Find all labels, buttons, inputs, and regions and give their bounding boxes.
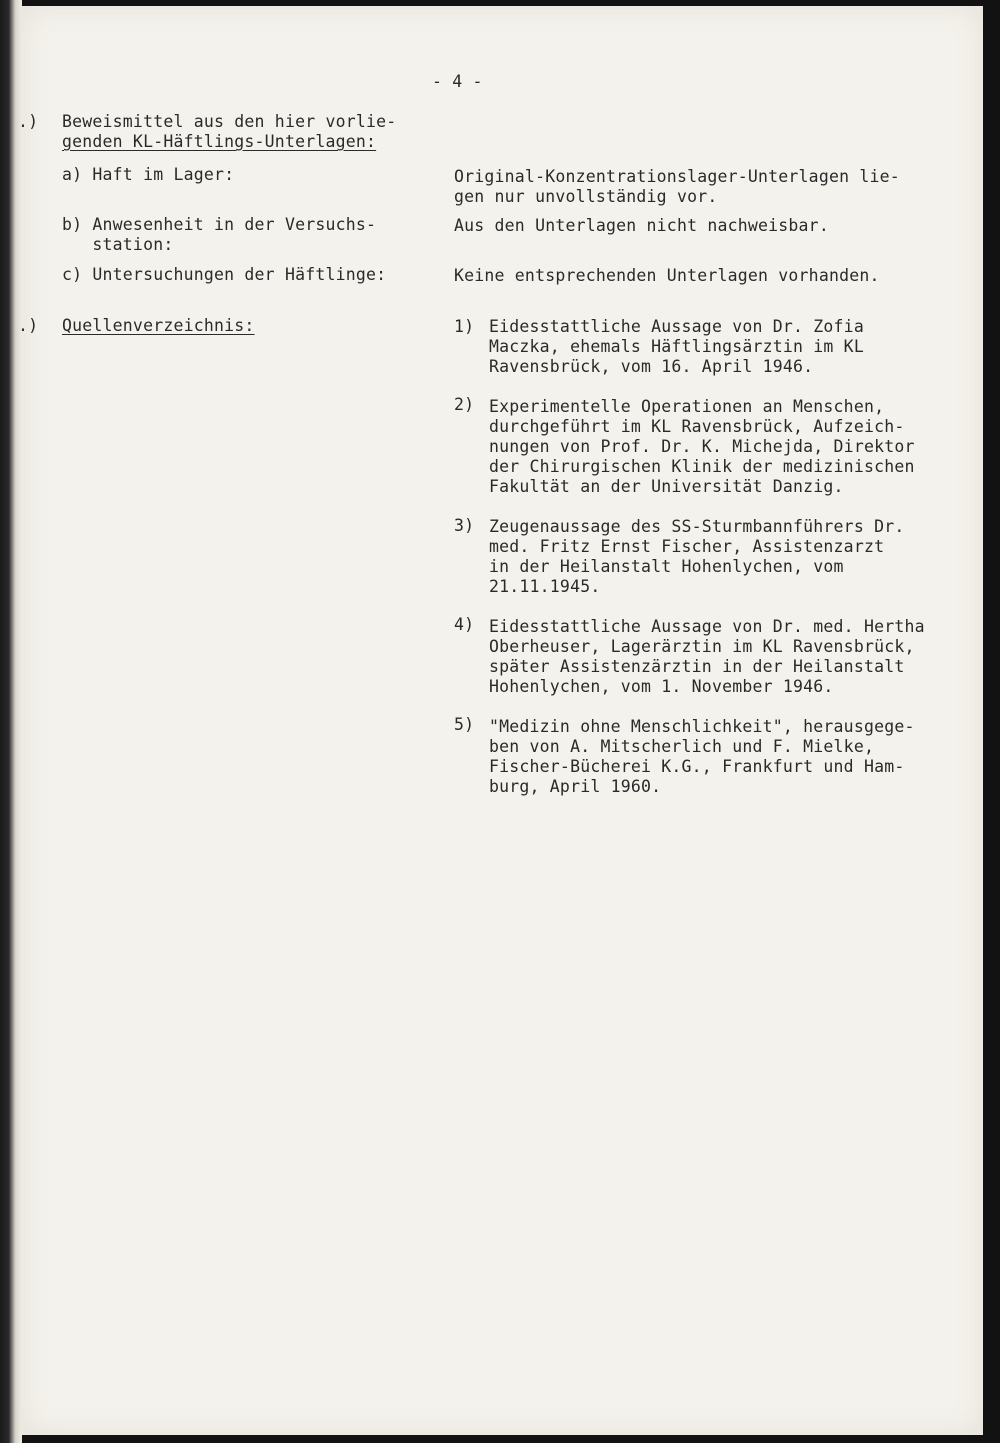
source-2-line5: Fakultät an der Universität Danzig. — [489, 477, 844, 496]
item-c-label: c) Untersuchungen der Häftlinge: — [62, 265, 387, 284]
item-b-value: Aus den Unterlagen nicht nachweisbar. — [454, 216, 829, 235]
item-b-label-line1: b) Anwesenheit in der Versuchs- — [62, 215, 377, 234]
source-2-line4: der Chirurgischen Klinik der medizinischen — [489, 457, 915, 476]
section-title-beweis-line1: Beweismittel aus den hier vorlie- — [62, 112, 397, 131]
page-number: - 4 - — [432, 72, 483, 91]
source-2-line2: durchgeführt im KL Ravensbrück, Aufzeich- — [489, 417, 905, 436]
source-2-line1: Experimentelle Operationen an Menschen, — [489, 397, 885, 416]
item-c-value: Keine entsprechenden Unterlagen vorhanden. — [454, 266, 880, 285]
source-4-line1: Eidesstattliche Aussage von Dr. med. Hertha — [489, 617, 925, 636]
item-a-label: a) Haft im Lager: — [62, 165, 235, 184]
source-1-line1: Eidesstattliche Aussage von Dr. Zofia — [489, 317, 864, 336]
source-3-line4: 21.11.1945. — [489, 577, 601, 596]
binding-edge — [0, 0, 22, 1443]
source-5-line4: burg, April 1960. — [489, 777, 662, 796]
section-marker-beweis: .) — [18, 112, 39, 131]
source-3-line2: med. Fritz Ernst Fischer, Assistenzarzt — [489, 537, 885, 556]
source-1-line2: Maczka, ehemals Häftlingsärztin im KL — [489, 337, 864, 356]
source-1-number: 1) — [454, 317, 475, 336]
document-page — [18, 6, 983, 1435]
source-4-number: 4) — [454, 615, 475, 634]
source-5-line1: "Medizin ohne Menschlichkeit", herausgege- — [489, 717, 915, 736]
source-2-number: 2) — [454, 395, 475, 414]
source-5-line2: ben von A. Mitscherlich und F. Mielke, — [489, 737, 875, 756]
source-4-line4: Hohenlychen, vom 1. November 1946. — [489, 677, 834, 696]
item-a-value-line2: gen nur unvollständig vor. — [454, 187, 718, 206]
source-5-line3: Fischer-Bücherei K.G., Frankfurt und Ham- — [489, 757, 905, 776]
source-4-line2: Oberheuser, Lagerärztin im KL Ravensbrück, — [489, 637, 915, 656]
source-4-line3: später Assistenzärztin in der Heilanstalt — [489, 657, 905, 676]
item-b-label-line2: station: — [62, 235, 174, 254]
source-1-line3: Ravensbrück, vom 16. April 1946. — [489, 357, 814, 376]
item-a-value-line1: Original-Konzentrationslager-Unterlagen lie- — [454, 167, 900, 186]
section-title-quellen: Quellenverzeichnis: — [62, 316, 255, 335]
source-3-line1: Zeugenaussage des SS-Sturmbannführers Dr. — [489, 517, 905, 536]
section-marker-quellen: .) — [18, 316, 39, 335]
source-5-number: 5) — [454, 715, 475, 734]
section-title-beweis-line2: genden KL-Häftlings-Unterlagen: — [62, 132, 377, 151]
source-3-line3: in der Heilanstalt Hohenlychen, vom — [489, 557, 844, 576]
source-3-number: 3) — [454, 516, 475, 535]
source-2-line3: nungen von Prof. Dr. K. Michejda, Direktor — [489, 437, 915, 456]
